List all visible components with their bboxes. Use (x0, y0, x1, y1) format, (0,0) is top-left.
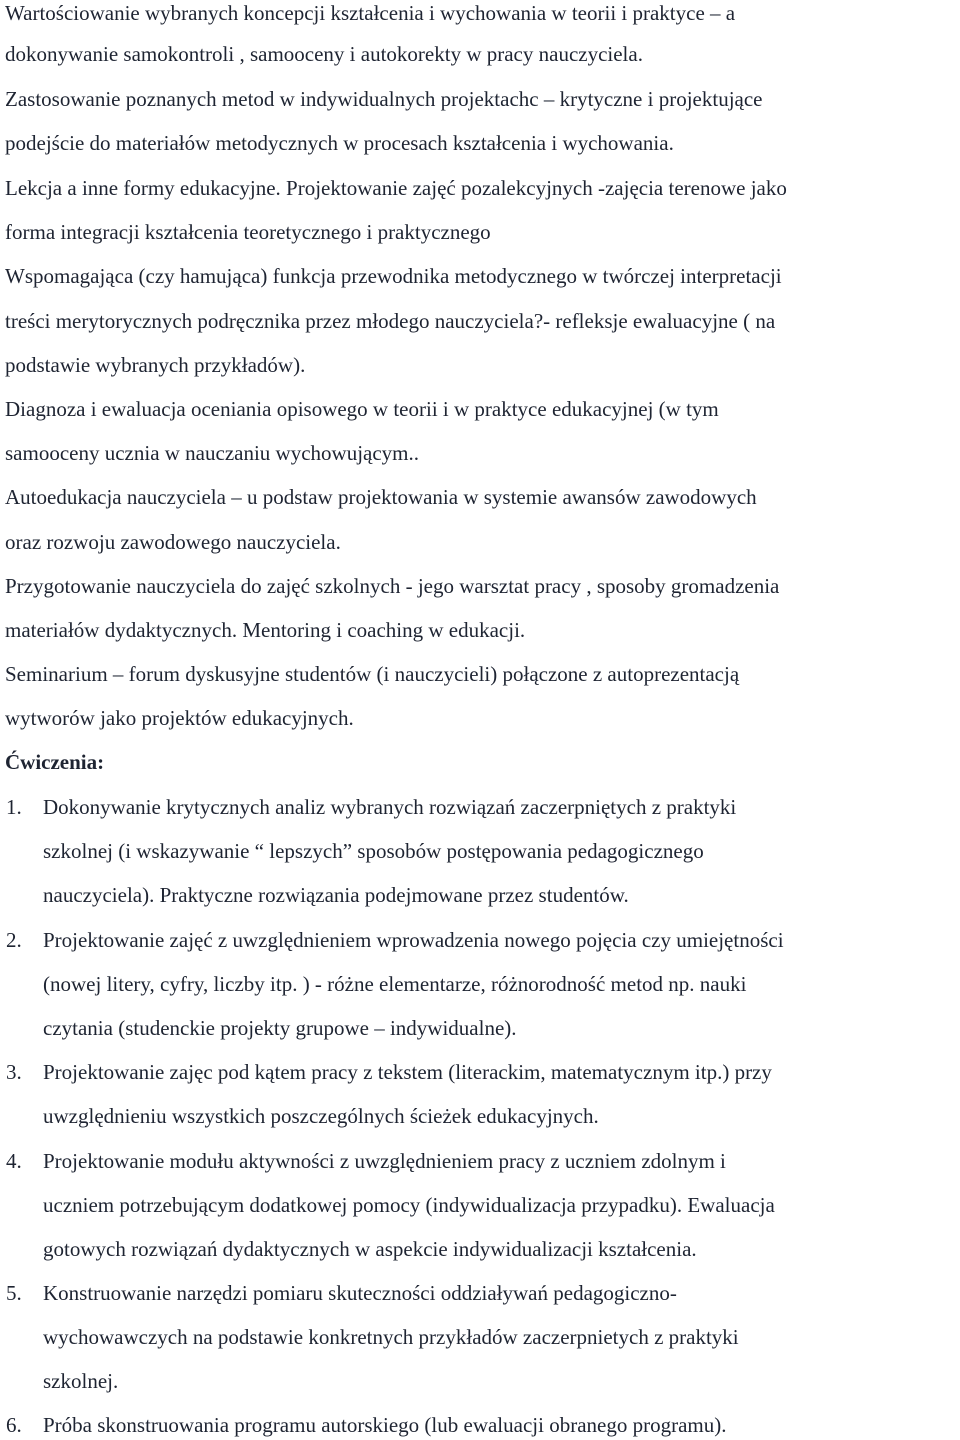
text-line: Diagnoza i ewaluacja oceniania opisowego w teorii i w praktyce edukacyjnej (w tym (5, 397, 719, 421)
list-item-line: gotowych rozwiązań dydaktycznych w aspekcie indywidualizacji kształcenia. (43, 1237, 697, 1261)
text-line: dokonywanie samokontroli , samooceny i autokorekty w pracy nauczyciela. (5, 42, 643, 66)
list-item-number: 1. (6, 795, 22, 819)
text-line: Wspomagająca (czy hamująca) funkcja przewodnika metodycznego w twórczej interpretacji (5, 264, 782, 288)
list-item-line: Konstruowanie narzędzi pomiaru skuteczności oddziaływań pedagogiczno- (43, 1281, 677, 1305)
list-item-number: 3. (6, 1060, 22, 1084)
text-line: Autoedukacja nauczyciela – u podstaw projektowania w systemie awansów zawodowych (5, 485, 757, 509)
list-item-line: szkolnej (i wskazywanie “ lepszych” sposobów postępowania pedagogicznego (43, 839, 704, 863)
text-line: treści merytorycznych podręcznika przez młodego nauczyciela?- refleksje ewaluacyjne ( na (5, 309, 776, 333)
text-line: Zastosowanie poznanych metod w indywidualnych projektachc – krytyczne i projektujące (5, 87, 763, 111)
list-item-number: 6. (6, 1413, 22, 1437)
text-line: materiałów dydaktycznych. Mentoring i coaching w edukacji. (5, 618, 526, 642)
list-item-line: uczniem potrzebującym dodatkowej pomocy (indywidualizacja przypadku). Ewaluacja (43, 1193, 775, 1217)
text-line: Przygotowanie nauczyciela do zajęć szkolnych - jego warsztat pracy , sposoby gromadzenia (5, 574, 780, 598)
list-item-line: Projektowanie zajęć z uwzględnieniem wprowadzenia nowego pojęcia czy umiejętności (43, 928, 784, 952)
list-item-line: czytania (studenckie projekty grupowe – indywidualne). (43, 1016, 517, 1040)
list-item-line: Próba skonstruowania programu autorskiego (lub ewaluacji obranego programu). (43, 1413, 727, 1437)
list-item-line: Dokonywanie krytycznych analiz wybranych rozwiązań zaczerpniętych z praktyki (43, 795, 737, 819)
text-line: podejście do materiałów metodycznych w procesach kształcenia i wychowania. (5, 131, 674, 155)
list-item-number: 2. (6, 928, 22, 952)
text-line: wytworów jako projektów edukacyjnych. (5, 706, 354, 730)
list-item-line: uwzględnieniu wszystkich poszczególnych ścieżek edukacyjnych. (43, 1104, 599, 1128)
list-item-line: nauczyciela). Praktyczne rozwiązania podejmowane przez studentów. (43, 883, 629, 907)
text-line: Wartościowanie wybranych koncepcji kształcenia i wychowania w teorii i praktyce – a (5, 1, 736, 25)
list-item-line: szkolnej. (43, 1369, 119, 1393)
list-item-number: 4. (6, 1149, 22, 1173)
text-line: Lekcja a inne formy edukacyjne. Projektowanie zajęć pozalekcyjnych -zajęcia terenowe jako (5, 176, 787, 200)
list-item-line: wychowawczych na podstawie konkretnych przykładów zaczerpnietych z praktyki (43, 1325, 739, 1349)
text-line: Seminarium – forum dyskusyjne studentów (i nauczycieli) połączone z autoprezentacją (5, 662, 740, 686)
text-line: oraz rozwoju zawodowego nauczyciela. (5, 530, 341, 554)
list-item-line: Projektowanie zajęc pod kątem pracy z tekstem (literackim, matematycznym itp.) przy (43, 1060, 772, 1084)
list-item-number: 5. (6, 1281, 22, 1305)
exercises-heading: Ćwiczenia: (5, 750, 105, 774)
list-item-line: Projektowanie modułu aktywności z uwzględnieniem pracy z uczniem zdolnym i (43, 1149, 726, 1173)
text-line: podstawie wybranych przykładów). (5, 353, 306, 377)
text-line: forma integracji kształcenia teoretycznego i praktycznego (5, 220, 491, 244)
list-item-line: (nowej litery, cyfry, liczby itp. ) - różne elementarze, różnorodność metod np. nauki (43, 972, 747, 996)
text-line: samooceny ucznia w nauczaniu wychowującym.. (5, 441, 420, 465)
